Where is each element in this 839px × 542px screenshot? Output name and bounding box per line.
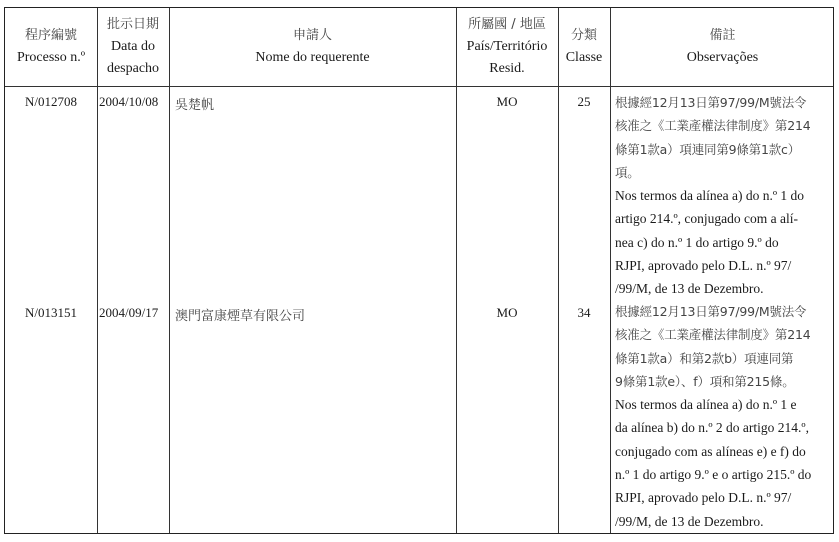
header-pais-zh: 所屬國 / 地區 <box>468 17 546 32</box>
header-processo-zh: 程序編號 <box>24 28 77 43</box>
cell-requerente: 吳楚帆 <box>175 98 215 113</box>
header-data-pt1: Data do <box>111 39 155 54</box>
obs-line: 9條第1款e）、f）項和第215條。 <box>615 373 795 389</box>
cell-pais: MO <box>496 305 518 320</box>
header-pais-pt2: Resid. <box>489 61 525 76</box>
obs-line: artigo 214.º, conjugado com a alí- <box>615 211 799 227</box>
obs-line: n.º 1 do artigo 9.º e o artigo 215.º do <box>615 467 812 483</box>
header-requerente <box>169 8 456 86</box>
header-data-zh: 批示日期 <box>106 17 159 32</box>
header-requerente-pt: Nome do requerente <box>255 50 370 65</box>
cell-classe: 25 <box>577 94 591 109</box>
header-observacoes <box>610 8 835 86</box>
obs-line: /99/M, de 13 de Dezembro. <box>615 281 764 297</box>
header-classe-zh: 分類 <box>570 28 597 43</box>
header-processo-pt: Processo n.º <box>16 50 86 65</box>
obs-line: /99/M, de 13 de Dezembro. <box>615 513 764 529</box>
cell-classe: 34 <box>577 305 591 320</box>
header-classe-pt: Classe <box>565 50 603 65</box>
obs-line: 核准之《工業產權法律制度》第214 <box>615 118 811 134</box>
obs-line: 根據經12月13日第97/99/M號法令 <box>615 304 807 319</box>
cell-processo: N/013151 <box>25 305 77 320</box>
header-pais-pt1: País/Território <box>466 39 548 54</box>
obs-line: RJPI, aprovado pelo D.L. n.º 97/ <box>615 490 792 506</box>
header-data-pt2: despacho <box>106 61 160 76</box>
header-pais <box>456 8 558 86</box>
cell-pais: MO <box>496 94 518 109</box>
obs-line: 根據經12月13日第97/99/M號法令 <box>615 95 807 110</box>
cell-requerente: 澳門富康煙草有限公司 <box>175 309 306 324</box>
obs-line: da alínea b) do n.º 2 do artigo 214.º, <box>615 420 809 436</box>
header-classe <box>558 8 610 86</box>
cell-observacoes <box>615 300 835 533</box>
obs-line: 條第1款a）項連同第9條第1款c） <box>615 141 800 157</box>
header-observacoes-pt: Observações <box>686 50 759 65</box>
obs-line: 項。 <box>615 164 640 180</box>
cell-data: 2004/09/17 <box>99 305 159 320</box>
header-requerente-zh: 申請人 <box>292 28 332 43</box>
obs-line: Nos termos da alínea a) do n.º 1 e <box>615 397 797 413</box>
obs-line: 核准之《工業產權法律制度》第214 <box>615 327 811 343</box>
obs-line: 條第1款a）和第2款b）項連同第 <box>615 350 794 366</box>
header-data <box>97 8 169 86</box>
cell-processo: N/012708 <box>25 94 77 109</box>
obs-line: Nos termos da alínea a) do n.º 1 do <box>615 188 805 204</box>
header-processo <box>5 8 97 86</box>
obs-line: RJPI, aprovado pelo D.L. n.º 97/ <box>615 258 792 274</box>
despacho-table <box>4 7 834 534</box>
obs-line: conjugado com as alíneas e) e f) do <box>615 443 806 459</box>
header-divider <box>5 86 833 87</box>
header-observacoes-zh: 備註 <box>709 28 736 43</box>
obs-line: nea c) do n.º 1 do artigo 9.º do <box>615 234 779 250</box>
cell-data: 2004/10/08 <box>99 94 159 109</box>
cell-observacoes <box>615 91 835 301</box>
